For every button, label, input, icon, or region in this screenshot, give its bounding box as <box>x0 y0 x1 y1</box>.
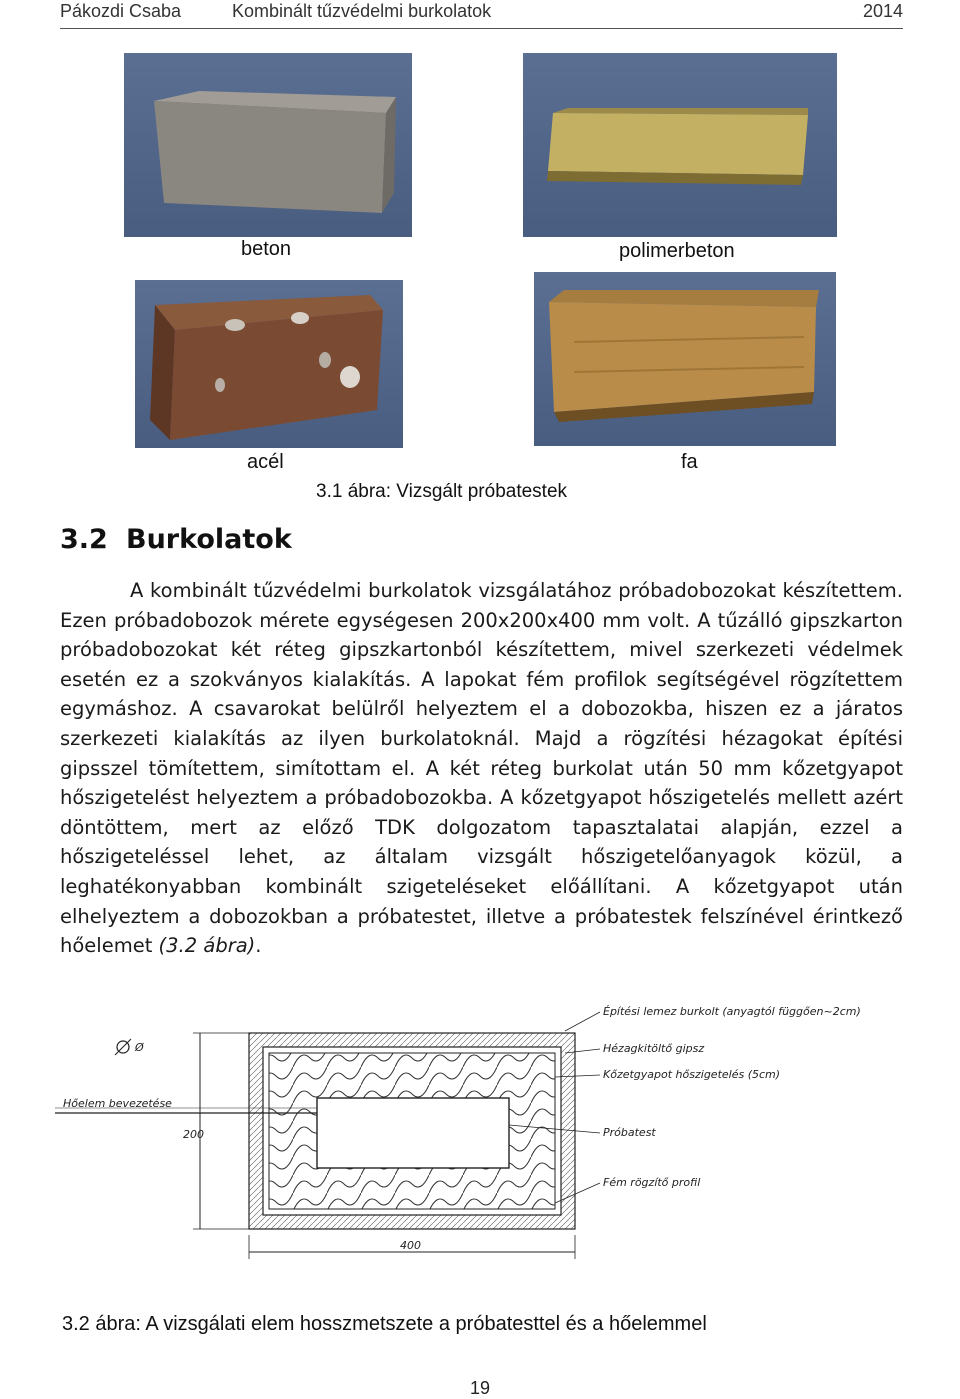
paragraph-end: . <box>255 934 262 958</box>
header-title: Kombinált tűzvédelmi burkolatok <box>232 1 492 21</box>
photo-acel <box>135 280 403 448</box>
figure1-caption: 3.1 ábra: Vizsgált próbatestek <box>316 481 568 502</box>
label-dim-width: 400 <box>400 1239 421 1252</box>
cross-section-diagram <box>55 995 915 1265</box>
caption-beton: beton <box>241 238 292 260</box>
label-gipsz: Hézagkitöltő gipsz <box>603 1042 705 1055</box>
label-hoelem: Hőelem bevezetése <box>63 1097 172 1110</box>
section-heading <box>60 524 292 555</box>
photo-polimerbeton <box>523 53 837 237</box>
section-number: 3.2 <box>60 524 108 555</box>
photo-fa <box>534 272 836 446</box>
header-author: Pákozdi Csaba <box>60 1 182 21</box>
body-paragraph <box>60 576 903 961</box>
paragraph-text: A kombinált tűzvédelmi burkolatok vizsgálatához próbadobozokat készítettem. Ezen próbadobozok mérete egységesen 200x200x400 mm volt. A tűzálló gipszkarton próbadobozokat két réteg gipszkartonból készítettem, mivel szerkezeti védelmek esetén ez a szokványos kialakítás. A lapokat fém profilok segítségével rögzítettem egymáshoz. A csavarokat belülről helyeztem el a dobozokba, hiszen ez a járatos szerkezeti kialakítás az ilyen burkolatoknál. Majd a rögzítési hézagokat építési gipsszel tömítettem, simítottam el. A két réteg burkolat után 50 mm kőzetgyapot hőszigetelést helyeztem a próbadobozokba. A kőzetgyapot hőszigetelés mellett azért döntöttem, mert az előző TDK dolgozatom tapasztalatai alapján, ezzel a hőszigeteléssel lehet, az általam vizsgált hőszigetelőanyagok közül, a leghatékonyabban kombinált szigeteléseket előállítani. A kőzetgyapot után elhelyeztem a dobozokban a próbatestet, illetve a próbatestek felszínével érintkező hőelemet <box>60 579 903 958</box>
label-lemez: Építési lemez burkolt (anyagtól függően~2cm) <box>603 1005 861 1018</box>
caption-polimerbeton: polimerbeton <box>619 240 735 262</box>
photo-beton <box>124 53 412 237</box>
caption-acel: acél <box>247 451 284 473</box>
page-number: 19 <box>469 1378 491 1398</box>
caption-fa: fa <box>681 451 698 473</box>
section-title: Burkolatok <box>126 524 292 555</box>
label-probatest: Próbatest <box>603 1126 656 1139</box>
label-dim-height: 200 <box>183 1128 204 1141</box>
figure2-caption: 3.2 ábra: A vizsgálati elem hosszmetszete a próbatesttel és a hőelemmel <box>62 1313 707 1335</box>
label-kozet: Kőzetgyapot hőszigetelés (5cm) <box>603 1068 781 1081</box>
figure-reference: (3.2 ábra) <box>158 934 256 958</box>
header-year: 2014 <box>862 1 903 21</box>
page-header <box>60 0 903 29</box>
label-phi: Ø <box>135 1041 144 1054</box>
label-profil: Fém rögzítő profil <box>603 1176 701 1189</box>
